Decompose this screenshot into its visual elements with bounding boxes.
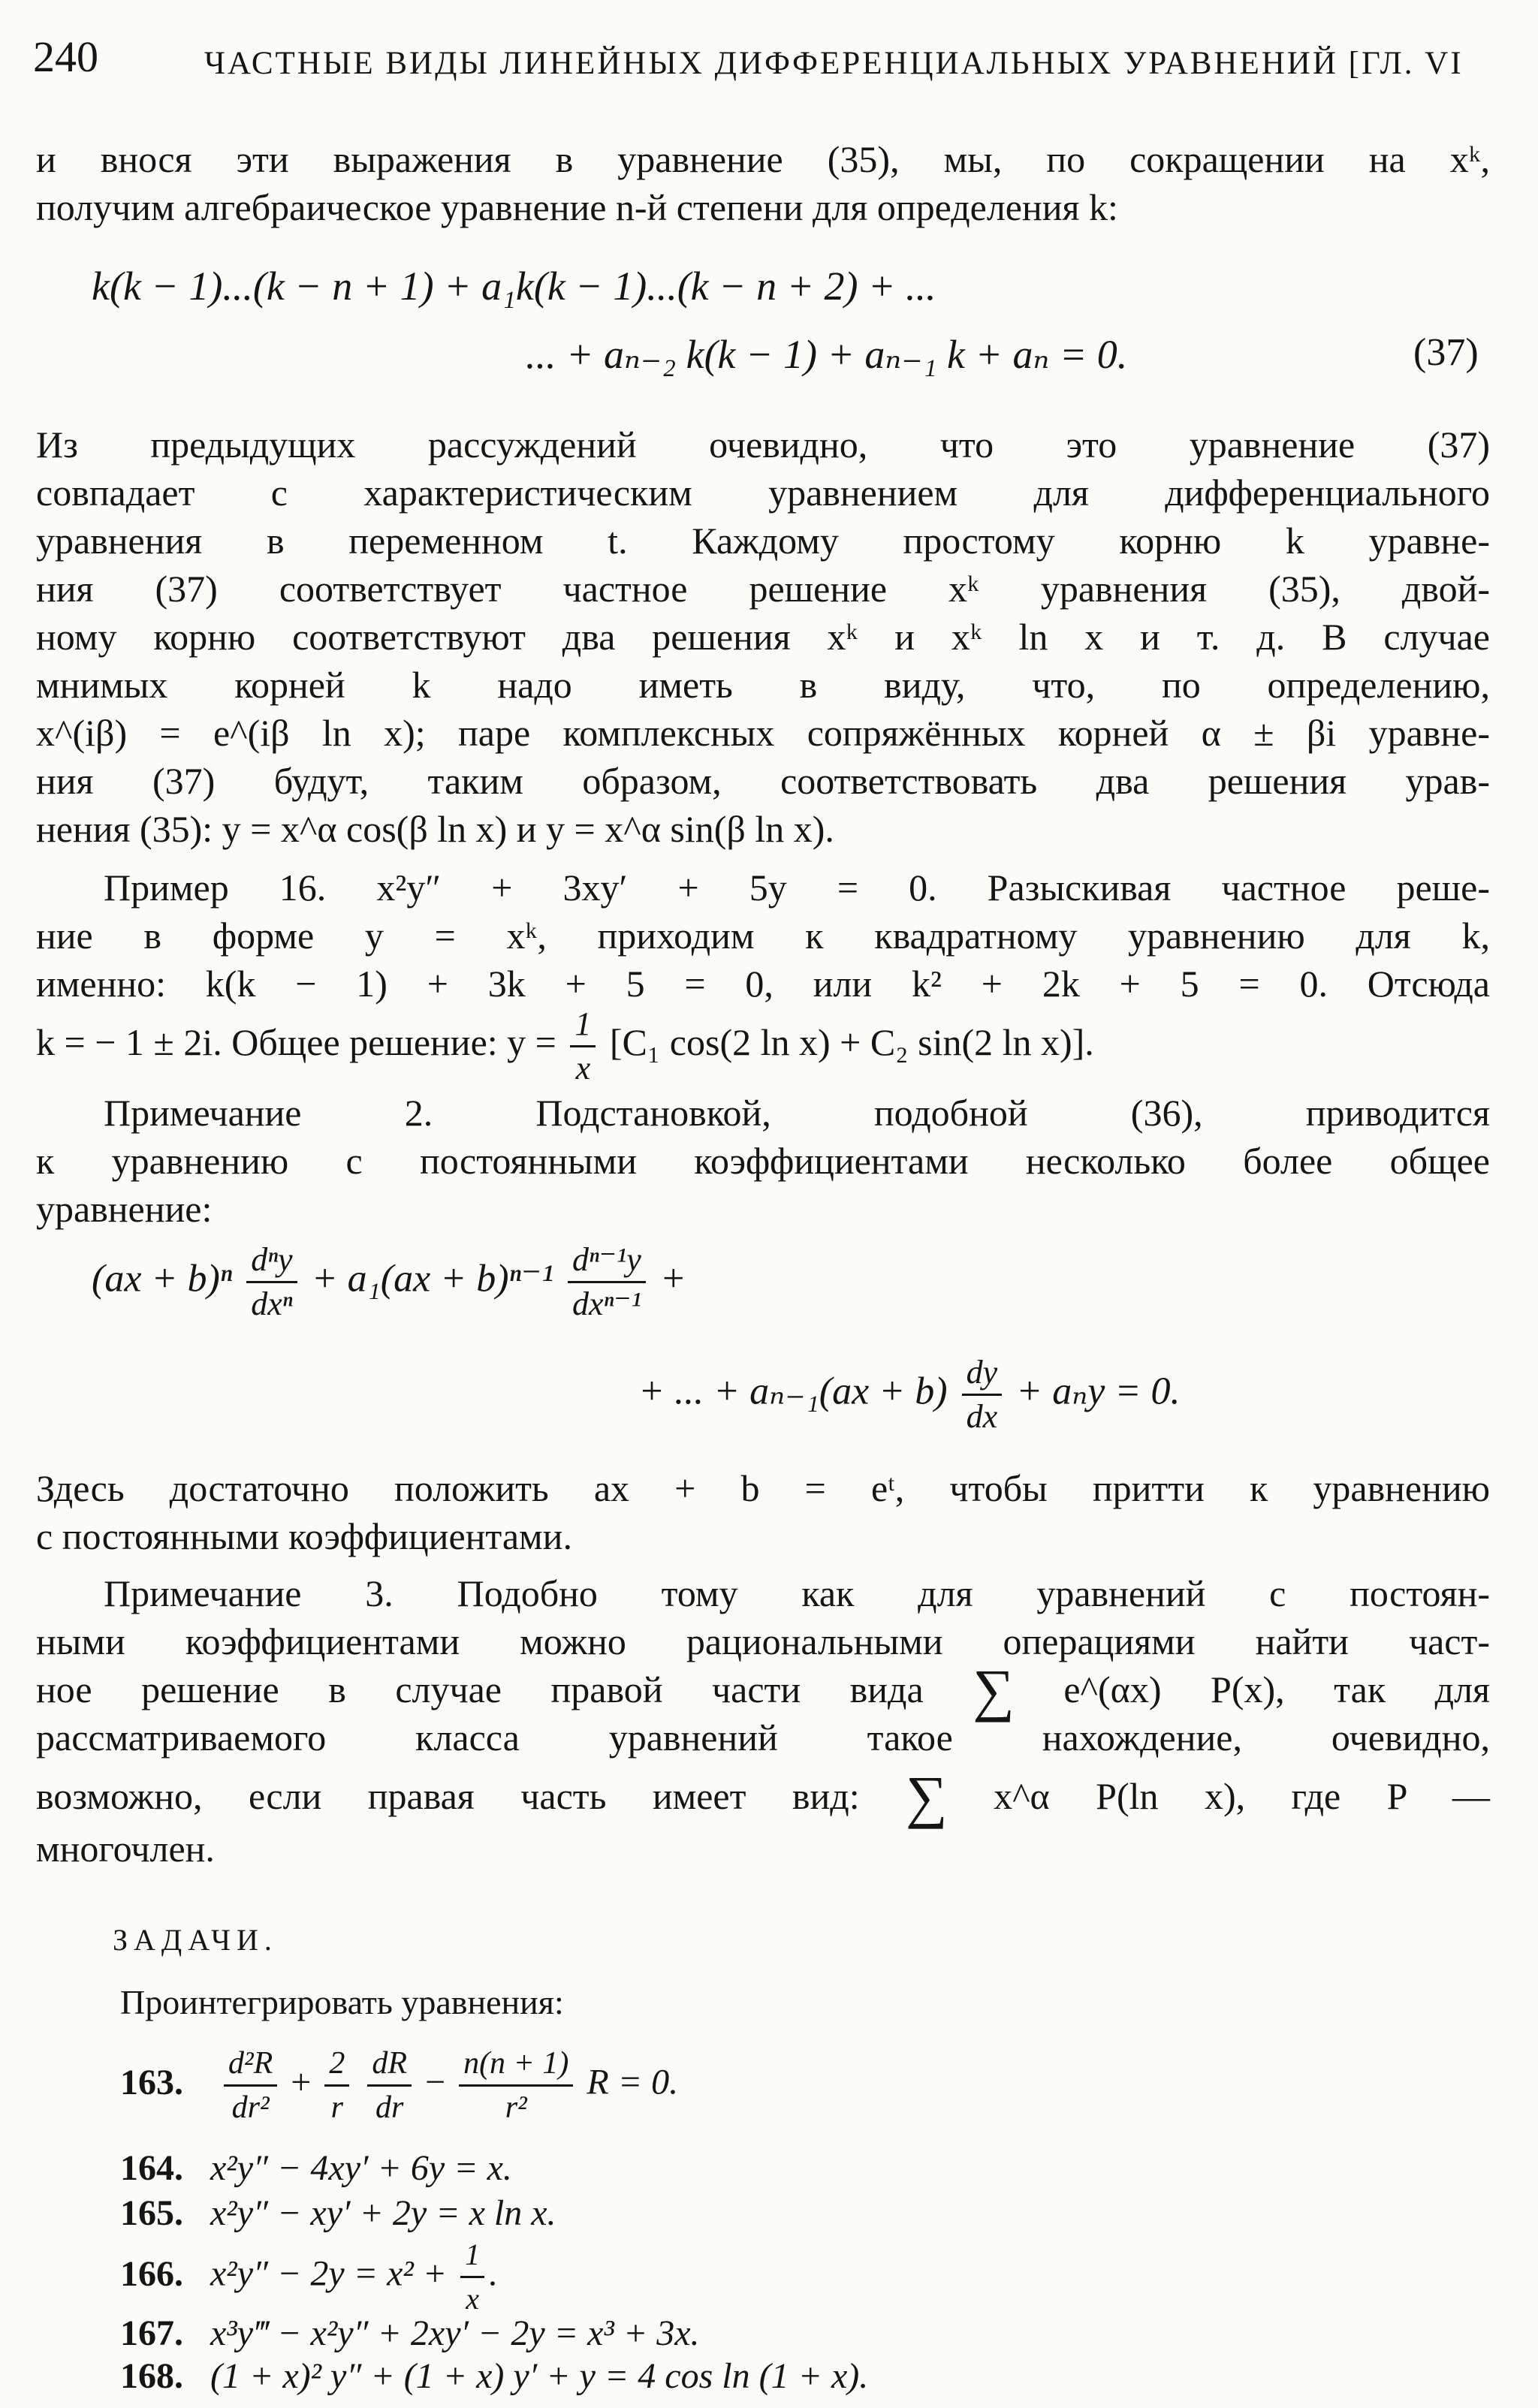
note-line: уравнение:: [36, 1188, 213, 1230]
solution-text: [C₁ cos(2 ln x) + C₂ sin(2 ln x)].: [609, 1020, 1094, 1063]
fraction-denominator: r: [330, 2090, 343, 2125]
paragraph-line: уравнения в переменном t. Каждому простому корню k уравне-: [36, 520, 1490, 562]
note-3-line-3: [36, 1657, 1491, 1722]
example-16-solution-line: [36, 1003, 1094, 1089]
fraction-numerator: 1: [460, 2234, 484, 2278]
task-164: [120, 2147, 512, 2189]
task-equation: x²y″ − 4xy′ + 6y = x.: [210, 2148, 512, 2188]
note-2-conclusion: [36, 1464, 1490, 1560]
task-168: [120, 2355, 868, 2397]
operator: +: [291, 2062, 312, 2102]
eq-term: + aₙy = 0.: [1016, 1370, 1181, 1413]
task-equation: .: [489, 2253, 499, 2294]
paragraph-line: x^(iβ) = e^(iβ ln x); паре комплексных сопряжённых корней α ± βi уравне-: [36, 712, 1490, 754]
note-text: e^(αx) P(x), так для: [1063, 1668, 1491, 1710]
example-line: Пример 16. x²y″ + 3xy′ + 5y = 0. Разыскивая частное реше-: [104, 866, 1490, 909]
note-text: x^α P(ln x), где P —: [994, 1775, 1491, 1817]
eq-term: + a₁(ax + b)ⁿ⁻¹: [311, 1257, 553, 1300]
discussion-paragraph: [36, 420, 1490, 853]
note-line: многочлен.: [36, 1828, 215, 1870]
fraction-dn1y-dxn1: [568, 1239, 646, 1325]
fraction-dy-dx: [962, 1352, 1003, 1438]
note-line-with-sum: [36, 1657, 1491, 1722]
task-167: [120, 2313, 700, 2354]
note-2: [36, 1089, 1490, 1233]
task-equation: x²y″ − xy′ + 2y = x ln x.: [210, 2193, 556, 2233]
task-166: [120, 2234, 498, 2320]
task-equation: x³y‴ − x²y″ + 2xy′ − 2y = x³ + 3x.: [210, 2313, 700, 2353]
fraction-numerator: d²R: [224, 2042, 277, 2087]
paragraph-line: Из предыдущих рассуждений очевидно, что это уравнение (37): [36, 423, 1490, 466]
task-number: 164.: [120, 2148, 183, 2188]
eq-term: (ax + b)ⁿ: [92, 1257, 233, 1300]
task-163: [120, 2042, 678, 2129]
fraction-numerator: dR: [367, 2042, 412, 2087]
fraction-numerator: 1: [570, 1003, 596, 1047]
fraction-denominator: dxⁿ: [251, 1285, 293, 1322]
paragraph-line: мнимых корней k надо иметь в виду, что, по определению,: [36, 664, 1490, 706]
note-line: Примечание 3. Подобно тому как для уравнений с постоян-: [104, 1572, 1490, 1614]
sum-symbol: ∑: [906, 1764, 948, 1829]
task-number: 165.: [120, 2193, 183, 2233]
fraction-denominator: dr²: [231, 2090, 270, 2125]
paragraph-line: ния (37) соответствует частное решение xᵏ уравнения (35), двой-: [36, 568, 1490, 610]
example-line: именно: k(k − 1) + 3k + 5 = 0, или k² + 2k + 5 = 0. Отсюда: [36, 963, 1490, 1005]
note-line: с постоянными коэффициентами.: [36, 1515, 572, 1557]
note-text: возможно, если правая часть имеет вид:: [36, 1775, 860, 1817]
running-header: ЧАСТНЫЕ ВИДЫ ЛИНЕЙНЫХ ДИФФЕРЕНЦИАЛЬНЫХ УРАВНЕНИЙ [ГЛ. VI: [204, 46, 1464, 81]
note-line: ными коэффициентами можно рациональными операциями найти част-: [36, 1620, 1490, 1662]
page-number: 240: [33, 32, 98, 81]
task-number: 167.: [120, 2313, 183, 2353]
intro-line: получим алгебраическое уравнение n-й степени для определения k:: [36, 186, 1118, 228]
fraction-denominator: r²: [505, 2090, 527, 2125]
fraction-1-over-x: [460, 2234, 484, 2320]
note-2-equation-line-1: [92, 1239, 686, 1325]
task-number: 163.: [120, 2062, 183, 2102]
fraction-n-n1-over-r2: [459, 2042, 573, 2129]
task-equation: x²y″ − 2y = x² +: [210, 2253, 448, 2294]
fraction-numerator: dⁿ⁻¹y: [568, 1239, 646, 1283]
note-3-line-5: [36, 1764, 1491, 1829]
note-3: [36, 1569, 1490, 1665]
note-line-with-sum: [36, 1764, 1491, 1829]
example-line: ние в форме y = xᵏ, приходим к квадратному уравнению для k,: [36, 915, 1490, 957]
eq-term: + ... + aₙ₋₁(ax + b): [638, 1370, 948, 1413]
task-equation: (1 + x)² y″ + (1 + x) y′ + y = 4 cos ln (1 + x).: [210, 2356, 869, 2396]
note-line: к уравнению с постоянными коэффициентами несколько более общее: [36, 1140, 1490, 1182]
solution-text: k = − 1 ± 2i. Общее решение: y =: [36, 1020, 556, 1063]
fraction-one-over-x: [570, 1003, 596, 1089]
fraction-denominator: dxⁿ⁻¹: [571, 1285, 641, 1322]
paragraph-line: совпадает с характеристическим уравнением для дифференциального: [36, 472, 1490, 514]
equation-tail: R = 0.: [587, 2062, 679, 2102]
paragraph-line: нения (35): y = x^α cos(β ln x) и y = x^α sin(β ln x).: [36, 808, 834, 850]
task-number: 166.: [120, 2253, 183, 2294]
fraction-numerator: 2: [324, 2042, 349, 2087]
note-line: Примечание 2. Подстановкой, подобной (36), приводится: [104, 1092, 1490, 1134]
fraction-denominator: x: [466, 2282, 480, 2316]
tasks-heading: ЗАДАЧИ.: [113, 1923, 278, 1957]
paragraph-line: ному корню соответствуют два решения xᵏ и xᵏ ln x и т. д. В случае: [36, 616, 1490, 658]
task-165: [120, 2193, 556, 2234]
intro-line: и внося эти выражения в уравнение (35), мы, по сокращении на xᵏ,: [36, 138, 1490, 180]
equation-number-37: (37): [1413, 331, 1479, 374]
operator: −: [424, 2062, 446, 2102]
note-text: ное решение в случае правой части вида: [36, 1668, 924, 1710]
fraction-denominator: x: [575, 1050, 591, 1086]
fraction-dny-dxn: [246, 1239, 297, 1325]
fraction-denominator: dr: [375, 2090, 404, 2125]
equation-37-line-2: ... + aₙ₋₂ k(k − 1) + aₙ₋₁ k + aₙ = 0.: [526, 332, 1128, 377]
fraction-numerator: dy: [962, 1352, 1003, 1396]
intro-paragraph: [36, 135, 1490, 231]
note-3-line-4: [36, 1713, 1490, 1762]
fraction-numerator: dⁿy: [246, 1239, 297, 1283]
note-line: Здесь достаточно положить ax + b = eᵗ, чтобы притти к уравнению: [36, 1467, 1490, 1509]
fraction-denominator: dx: [966, 1398, 998, 1435]
paragraph-line: ния (37) будут, таким образом, соответствовать два решения урав-: [36, 760, 1490, 802]
equation-37-line-1: k(k − 1)...(k − n + 1) + a₁k(k − 1)...(k − n + 2) + ...: [92, 264, 936, 309]
fraction-2-over-r: [324, 2042, 349, 2129]
note-line: рассматриваемого класса уравнений такое нахождение, очевидно,: [36, 1716, 1490, 1759]
note-3-line-6: [36, 1825, 1490, 1873]
task-number: 168.: [120, 2356, 183, 2396]
fraction-dR-dr: [367, 2042, 412, 2129]
eq-term: +: [659, 1257, 686, 1300]
tasks-intro: Проинтегрировать уравнения:: [120, 1983, 564, 2021]
note-2-equation-line-2: [638, 1352, 1180, 1438]
fraction-numerator: n(n + 1): [459, 2042, 573, 2087]
fraction-d2R-dr2: [224, 2042, 277, 2129]
example-16: [36, 863, 1490, 1008]
sum-symbol: ∑: [973, 1657, 1015, 1722]
